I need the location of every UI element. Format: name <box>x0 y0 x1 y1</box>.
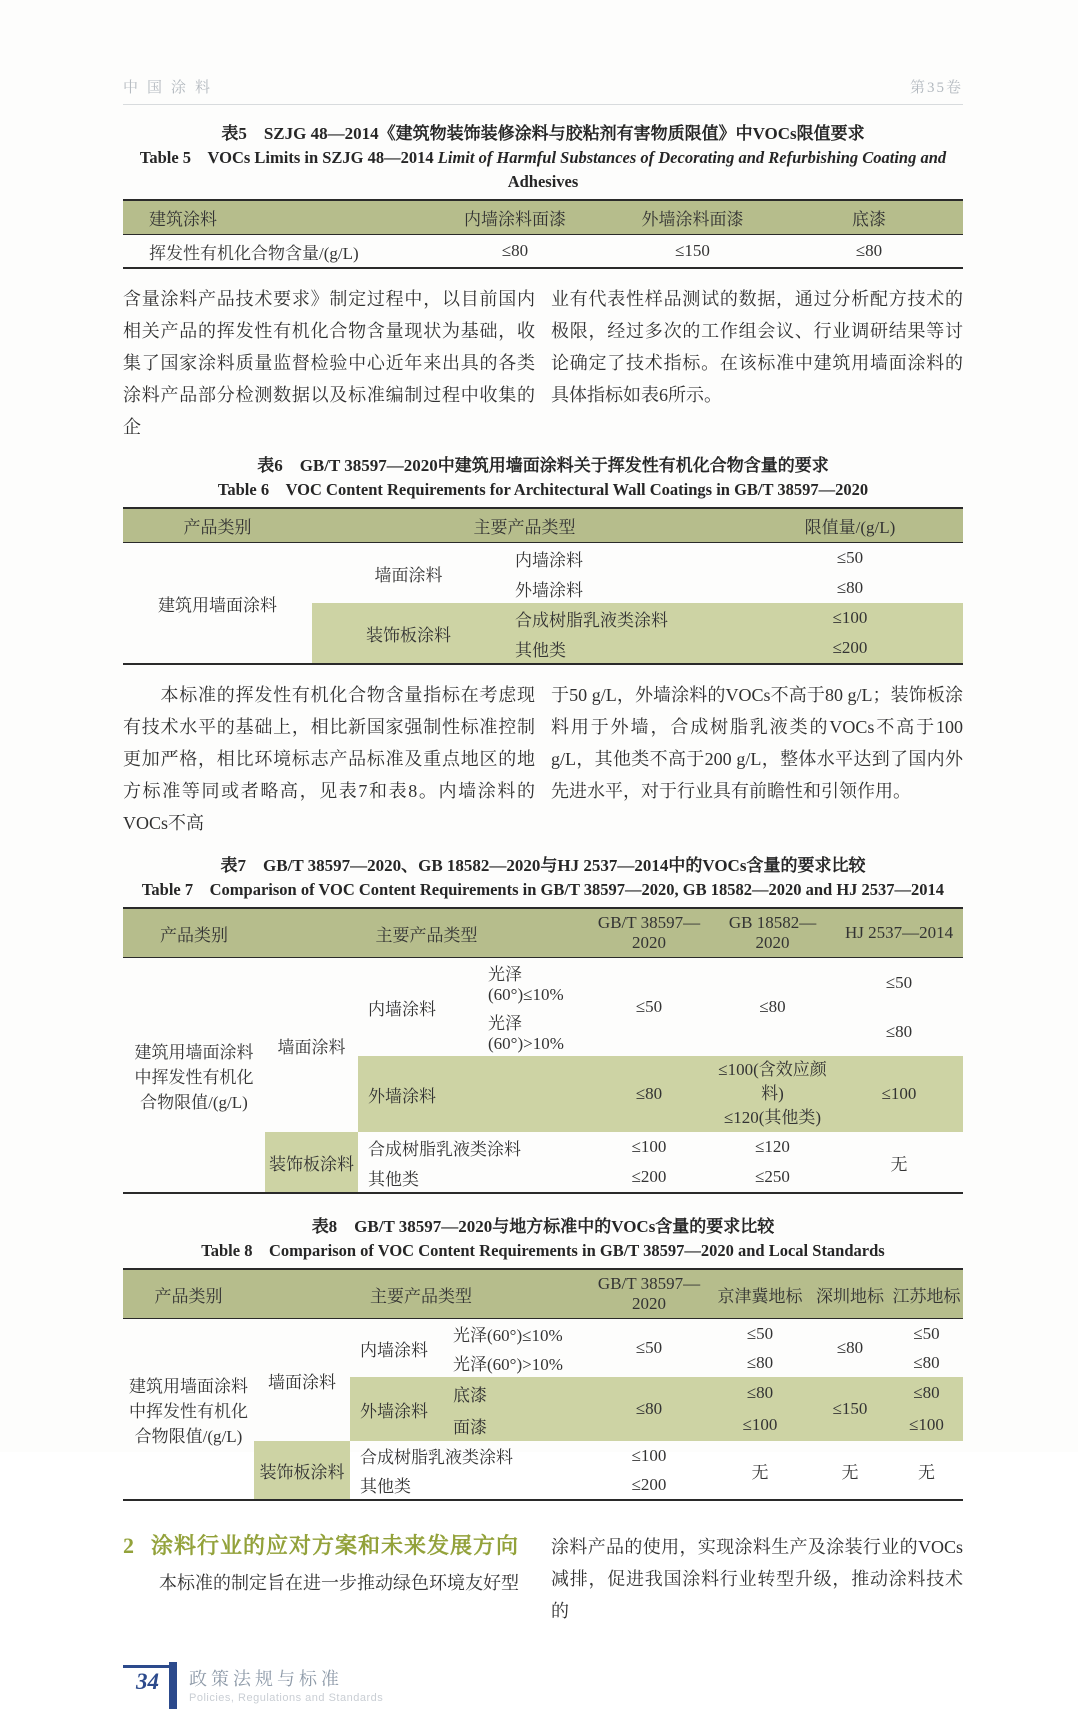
table6-header-row <box>123 508 963 543</box>
value-line: ≤100(含效应颜料) <box>718 1060 827 1103</box>
value-cell: 无 <box>841 1462 859 1482</box>
value-line: ≤120(其他类) <box>723 1108 822 1127</box>
column-header: GB 18582—2020 <box>710 908 835 958</box>
table7-title-en: Table 7 Comparison of VOC Content Requirements in GB/T 38597—2020, GB 18582—2020 and HJ 2537—2014 <box>141 880 945 899</box>
table-row <box>123 543 963 574</box>
table-row <box>123 958 963 1008</box>
category-cell: 建筑用墙面涂料中挥发性有机化合物限值/(g/L) <box>134 1042 254 1112</box>
table7 <box>123 907 963 1194</box>
value-cell: ≤200 <box>737 633 963 664</box>
table8-header-row <box>123 1269 963 1319</box>
product-cell: 外墙涂料 <box>350 1377 443 1441</box>
section-2 <box>123 1531 963 1627</box>
value-cell: ≤80 <box>588 1056 710 1132</box>
journal-name: 中国涂料 <box>123 80 220 96</box>
value-cell: ≤80 <box>710 1377 810 1409</box>
table5-title-en-line2: Adhesives <box>507 172 579 191</box>
value-cell: ≤100 <box>737 603 963 633</box>
value-cell: ≤100 <box>835 1056 963 1132</box>
table6-title-cn: 表6 GB/T 38597—2020中建筑用墙面涂料关于挥发性有机化合物含量的要求 <box>257 456 829 475</box>
paragraph-block-2 <box>123 679 963 839</box>
column-header: 主要产品类型 <box>312 508 737 543</box>
paragraph-left: 本标准的挥发性有机化合物含量指标在考虑现有技术水平的基础上，相比新国家强制性标准控制更加严格，相比环境标志产品标准及重点地区的地方标准等同或者略高，见表7和表8。内墙涂料的VOCs不高 <box>123 685 535 833</box>
column-header: 限值量/(g/L) <box>737 508 963 543</box>
column-header: 主要产品类型 <box>254 1269 588 1319</box>
column-header: 深圳地标 <box>810 1269 890 1319</box>
section-title: 涂料行业的应对方案和未来发展方向 <box>151 1533 520 1558</box>
column-header: 内墙涂料面漆 <box>420 200 610 235</box>
product-cell: 外墙涂料 <box>515 580 583 600</box>
paragraph-left: 含量涂料产品技术要求》制定过程中，以目前国内相关产品的挥发性有机化合物含量现状为基础，收集了国家涂料质量监督检验中心近年来出具的各类涂料产品部分检测数据以及标准编制过程中收集的企 <box>123 289 535 437</box>
group-cell: 墙面涂料 <box>277 1037 346 1057</box>
table7-title-cn: 表7 GB/T 38597—2020、GB 18582—2020与HJ 2537—2014中的VOCs含量的要求比较 <box>220 856 866 875</box>
product-cell: 其他类 <box>368 1169 419 1189</box>
value-cell: ≤50 <box>885 972 913 992</box>
value-cell: ≤200 <box>631 1167 667 1186</box>
paragraph-left: 本标准的制定旨在进一步推动绿色环境友好型 <box>123 1573 519 1593</box>
group-cell: 墙面涂料 <box>268 1372 336 1392</box>
table5-title-cn: 表5 SZJG 48—2014《建筑物装饰装修涂料与胶粘剂有害物质限值》中VOCs限值要求 <box>221 124 865 143</box>
value-cell: ≤50 <box>913 1323 940 1343</box>
column-header: 产品类别 <box>123 508 312 543</box>
column-header: 建筑涂料 <box>123 200 420 235</box>
value-cell: ≤80 <box>836 578 864 597</box>
value-cell: ≤80 <box>836 1338 864 1357</box>
product-cell: 外墙涂料 <box>358 1056 588 1132</box>
value-cell: ≤200 <box>631 1474 667 1494</box>
value-cell: ≤80 <box>588 1377 710 1441</box>
column-header: GB/T 38597—2020 <box>588 908 710 958</box>
paragraph-right: 业有代表性样品测试的数据，通过分析配方技术的极限，经过多次的工作组会议、行业调研结果等讨论确定了技术指标。在该标准中建筑用墙面涂料的具体指标如表6所示。 <box>551 289 963 405</box>
value-cell: ≤50 <box>746 1323 774 1343</box>
table5-header-row <box>123 200 963 235</box>
value-cell: ≤100 <box>890 1409 963 1441</box>
product-cell: 内墙涂料 <box>368 999 436 1019</box>
table5-title-en <box>123 146 963 170</box>
product-cell: 其他类 <box>360 1477 411 1496</box>
table8 <box>123 1268 963 1501</box>
group-cell: 装饰板涂料 <box>265 1132 358 1193</box>
table6-title-en: Table 6 VOC Content Requirements for Architectural Wall Coatings in GB/T 38597—2020 <box>217 480 869 499</box>
column-header: 产品类别 <box>123 908 265 958</box>
page-footer <box>123 1665 1078 1709</box>
column-header: GB/T 38597—2020 <box>588 1269 710 1319</box>
value-cell: ≤80 <box>759 997 786 1016</box>
footer-section-cn: 政策法规与标准 <box>189 1669 343 1689</box>
value-cell: ≤150 <box>810 1377 890 1441</box>
subtype-cell: 底漆 <box>443 1377 588 1409</box>
value-cell: 无 <box>751 1462 769 1482</box>
value-cell: ≤80 <box>885 1021 913 1041</box>
section-2-left-column <box>123 1531 535 1627</box>
page-number-badge <box>123 1665 177 1709</box>
page-number: 34 <box>123 1665 169 1699</box>
section-2-right-column <box>551 1531 963 1627</box>
value-cell: ≤50 <box>635 1338 663 1357</box>
value-cell: ≤50 <box>635 997 663 1016</box>
value-cell: 无 <box>890 1154 908 1174</box>
value-cell: ≤50 <box>836 548 864 567</box>
paragraph-block-1 <box>123 283 963 443</box>
gloss-cell: 光泽(60°)≤10% <box>488 965 564 1004</box>
column-header: 底漆 <box>775 200 963 235</box>
paragraph-right: 涂料产品的使用，实现涂料生产及涂装行业的VOCs减排，促进我国涂料行业转型升级，推动涂料技术的 <box>551 1537 963 1621</box>
product-cell: 其他类 <box>505 633 737 664</box>
section-number: 2 <box>123 1533 135 1558</box>
volume-label: 第35卷 <box>909 80 963 96</box>
product-cell: 合成树脂乳液类涂料 <box>368 1139 521 1159</box>
value-cell: ≤100 <box>631 1445 667 1465</box>
value-cell: ≤80 <box>890 1377 963 1409</box>
table5-title-en-italic: Limit of Harmful Substances of Decorating and Refurbishing Coating and <box>437 148 947 167</box>
gloss-cell: 光泽(60°)>10% <box>488 1014 564 1053</box>
table5 <box>123 199 963 269</box>
value-cell <box>710 1056 835 1132</box>
subtype-cell: 面漆 <box>443 1409 588 1441</box>
footer-section-labels <box>189 1665 383 1704</box>
product-cell: 合成树脂乳液类涂料 <box>360 1448 513 1467</box>
table-cell: ≤80 <box>501 241 529 260</box>
table8-title-cn: 表8 GB/T 38597—2020与地方标准中的VOCs含量的要求比较 <box>311 1217 775 1236</box>
product-cell: 内墙涂料 <box>360 1340 428 1360</box>
table-row <box>123 1319 963 1349</box>
table-row <box>123 235 963 269</box>
category-cell: 建筑用墙面涂料 <box>158 595 277 615</box>
value-cell: ≤100 <box>710 1409 810 1441</box>
gloss-cell: 光泽(60°)>10% <box>453 1355 563 1374</box>
table-cell: ≤80 <box>855 241 883 260</box>
gloss-cell: 光泽(60°)≤10% <box>453 1326 563 1345</box>
value-cell: ≤80 <box>746 1352 774 1372</box>
group-cell: 装饰板涂料 <box>254 1441 350 1500</box>
value-cell: ≤100 <box>631 1137 667 1156</box>
table5-title-en-prefix: Table 5 VOCs Limits in SZJG 48—2014 <box>139 148 438 167</box>
value-cell: 无 <box>918 1462 936 1482</box>
running-head <box>123 0 963 105</box>
group-cell: 墙面涂料 <box>374 565 443 585</box>
value-cell: ≤120 <box>755 1137 790 1156</box>
table6 <box>123 507 963 665</box>
group-cell: 装饰板涂料 <box>312 603 505 664</box>
column-header: HJ 2537—2014 <box>835 908 963 958</box>
section-heading <box>123 1531 535 1561</box>
paragraph-right: 于50 g/L，外墙涂料的VOCs不高于80 g/L；装饰板涂料用于外墙，合成树脂乳液类的VOCs不高于100 g/L，其他类不高于200 g/L，整体水平达到了国内外先进水平，对于行业具有前瞻性和引领作用。 <box>551 685 963 801</box>
table8-title-en: Table 8 Comparison of VOC Content Requirements in GB/T 38597—2020 and Local Standards <box>201 1241 885 1260</box>
footer-bar-decoration <box>169 1662 177 1709</box>
value-cell: ≤80 <box>913 1352 940 1372</box>
column-header: 江苏地标 <box>890 1269 963 1319</box>
table7-header-row <box>123 908 963 958</box>
category-cell: 建筑用墙面涂料中挥发性有机化合物限值/(g/L) <box>129 1376 248 1446</box>
product-cell: 合成树脂乳液类涂料 <box>505 603 737 633</box>
footer-section-en: Policies, Regulations and Standards <box>189 1692 384 1704</box>
column-header: 产品类别 <box>123 1269 254 1319</box>
row-label: 挥发性有机化合物含量/(g/L) <box>149 243 359 263</box>
product-cell: 内墙涂料 <box>515 550 583 570</box>
column-header: 外墙涂料面漆 <box>610 200 775 235</box>
column-header: 主要产品类型 <box>265 908 588 958</box>
value-cell: ≤250 <box>755 1167 790 1186</box>
column-header: 京津冀地标 <box>710 1269 810 1319</box>
table-cell: ≤150 <box>675 241 710 260</box>
